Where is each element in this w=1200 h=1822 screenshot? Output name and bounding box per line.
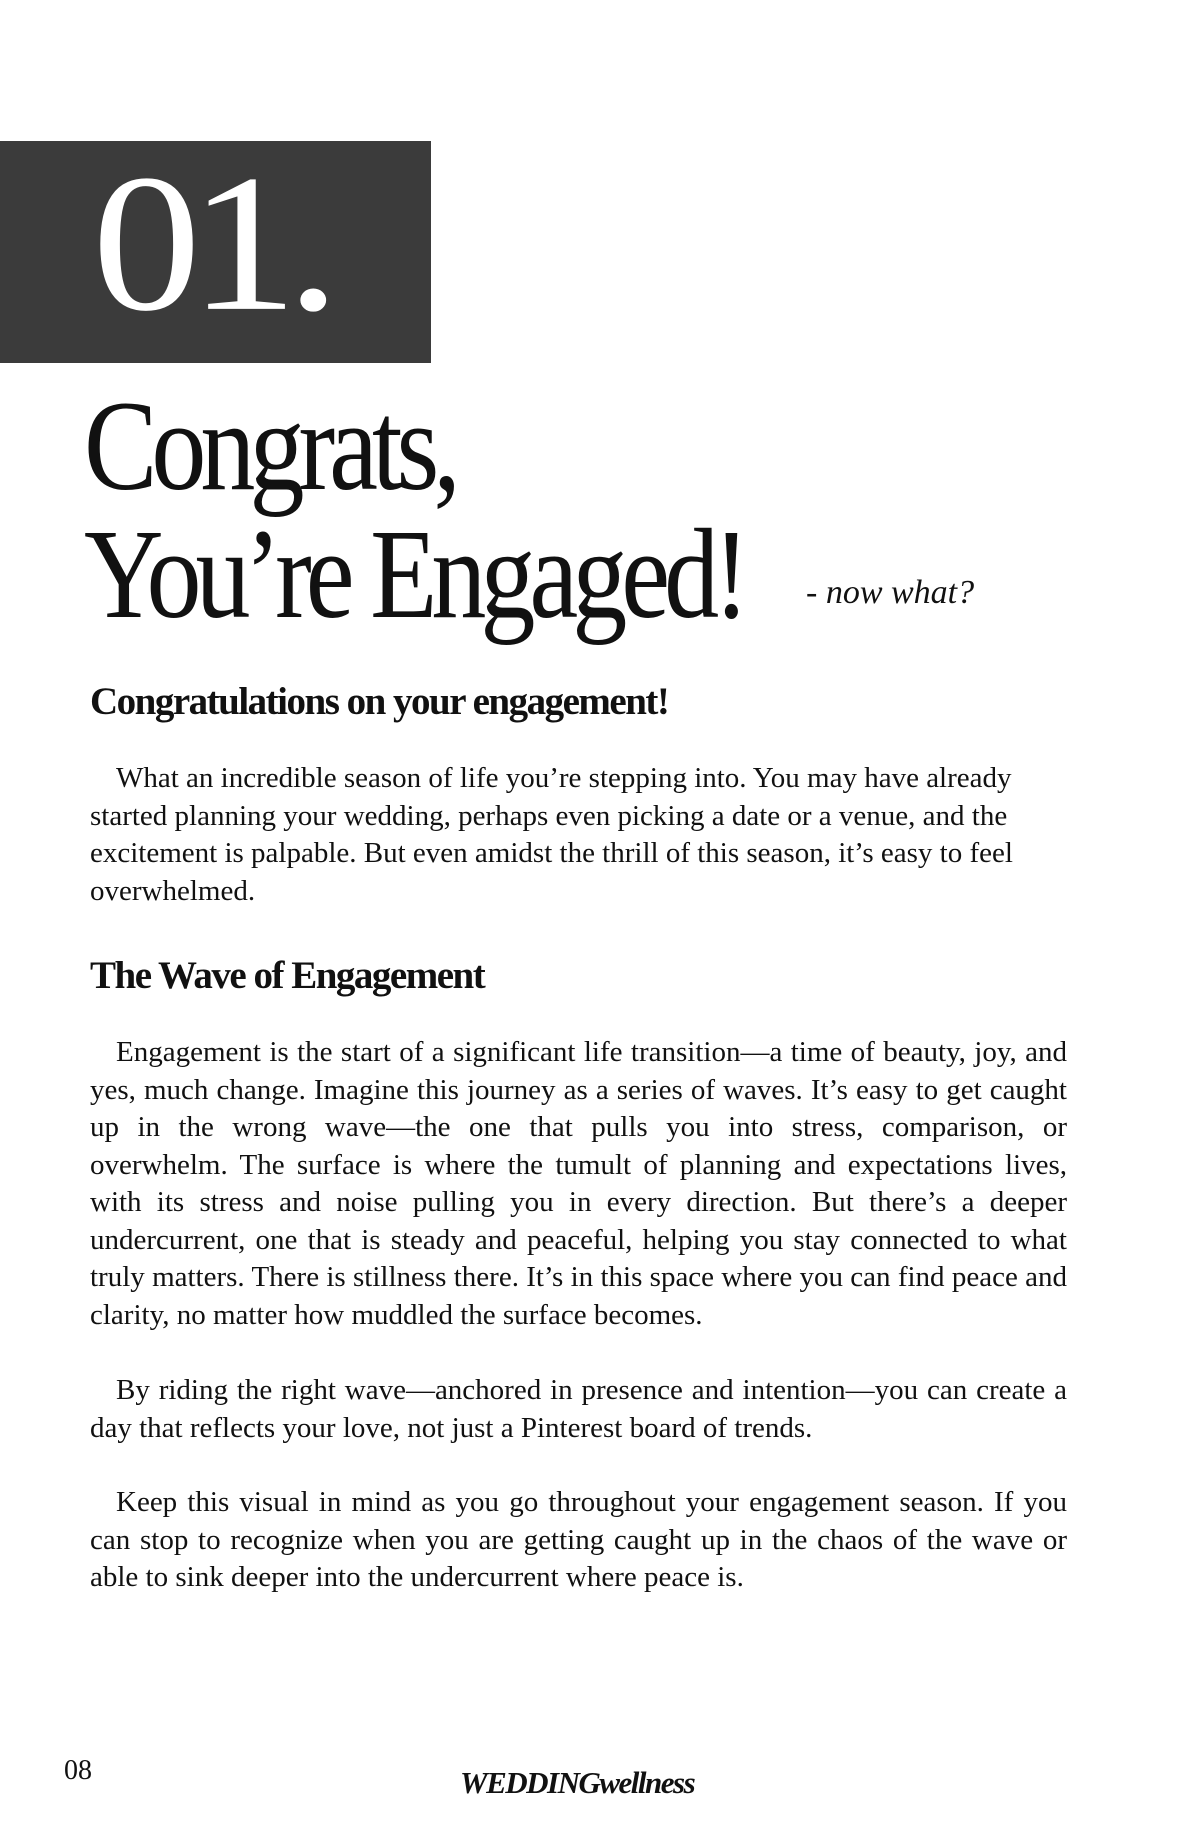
footer-brand: WEDDINGwellness [460, 1765, 695, 1800]
body-paragraph: Keep this visual in mind as you go throughout your engagement season. If you can stop to recognize when you are getting caught up in the chaos of the wave or able to sink deeper into the undercurrent where peace is. [90, 1486, 1067, 1593]
section-heading-wave-of-engagement: The Wave of Engagement [90, 954, 485, 997]
page-title-line-2: You’re Engaged! [84, 503, 744, 645]
page-title-line-1: Congrats, [84, 375, 455, 517]
page-number: 08 [64, 1755, 92, 1786]
section-heading-congratulations: Congratulations on your engagement! [90, 680, 669, 723]
body-paragraph: By riding the right wave—anchored in presence and intention—you can create a day that reflects your love, not just a Pinterest board of trends. [90, 1374, 1067, 1444]
body-paragraph: What an incredible season of life you’re stepping into. You may have already started planning your wedding, perhaps even picking a date or a venue, and the excitement is palpable. But even amidst the thrill of this season, it’s easy to feel overwhelmed. [90, 762, 1013, 907]
chapter-number: 01. [92, 135, 329, 353]
page-title-tagline: - now what? [806, 574, 975, 611]
body-paragraph: Engagement is the start of a significant life transition—a time of beauty, joy, and yes, much change. Imagine this journey as a series of waves. It’s easy to get caught up in the wrong wave—the one that pulls you into stress, comparison, or overwhelm. The surface is where the tumult of planning and expectations lives, with its stress and noise pulling you in every direction. But there’s a deeper undercurrent, one that is steady and peaceful, helping you stay connected to what truly matters. There is stillness there. It’s in this space where you can find peace and clarity, no matter how muddled the surface becomes. [90, 1036, 1067, 1331]
